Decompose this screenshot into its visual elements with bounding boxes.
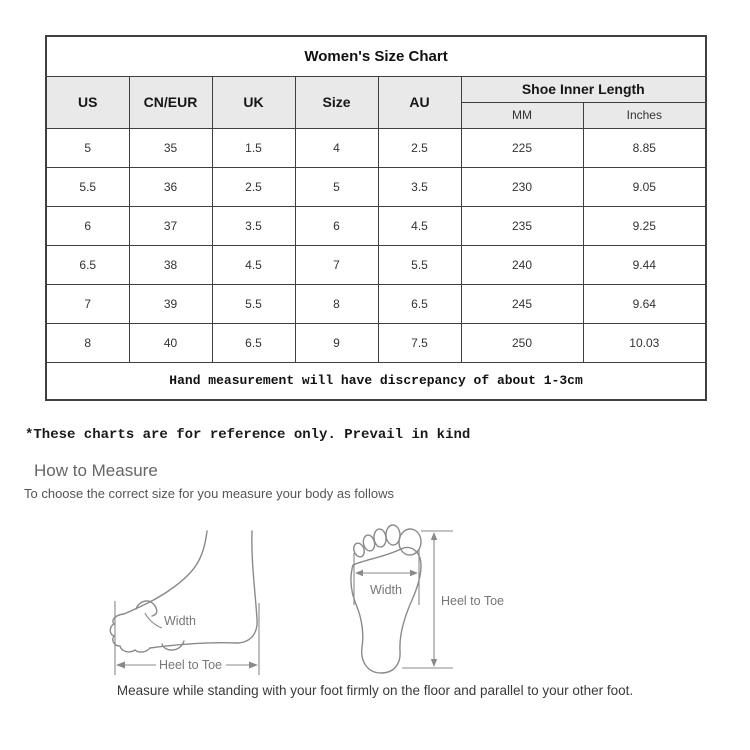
col-header-uk: UK <box>212 76 295 128</box>
cell: 5.5 <box>378 245 461 284</box>
cell: 235 <box>461 206 583 245</box>
cell: 9.64 <box>583 284 706 323</box>
col-header-au: AU <box>378 76 461 128</box>
cell: 39 <box>129 284 212 323</box>
cell: 3.5 <box>378 167 461 206</box>
reference-note: *These charts are for reference only. Prevail in kind <box>25 427 471 443</box>
cell: 5.5 <box>212 284 295 323</box>
measure-caption: Measure while standing with your foot firmly on the floor and parallel to your other foot. <box>116 683 634 698</box>
table-row <box>46 167 706 206</box>
cell: 10.03 <box>583 323 706 362</box>
cell: 5 <box>295 167 378 206</box>
cell: 35 <box>129 128 212 167</box>
cell: 1.5 <box>212 128 295 167</box>
table-row <box>46 245 706 284</box>
width-measurement <box>354 549 419 605</box>
table-row <box>46 284 706 323</box>
cell: 2.5 <box>378 128 461 167</box>
cell: 9.25 <box>583 206 706 245</box>
width-label: Width <box>370 583 402 597</box>
cell: 5 <box>46 128 129 167</box>
how-to-measure-subheading: To choose the correct size for you measure your body as follows <box>24 486 394 501</box>
table-title: Women's Size Chart <box>46 36 706 76</box>
col-header-mm: MM <box>461 102 583 128</box>
heel-to-toe-measurement <box>115 601 259 675</box>
cell: 8 <box>46 323 129 362</box>
cell: 7.5 <box>378 323 461 362</box>
sole-foot-outline <box>351 525 422 673</box>
cell: 8 <box>295 284 378 323</box>
cell: 4.5 <box>212 245 295 284</box>
heel-to-toe-label: Heel to Toe <box>159 658 223 672</box>
cell: 230 <box>461 167 583 206</box>
cell: 38 <box>129 245 212 284</box>
table-footnote-row <box>46 362 706 400</box>
cell: 225 <box>461 128 583 167</box>
width-label: Width <box>164 614 196 628</box>
col-header-size: Size <box>295 76 378 128</box>
table-row <box>46 128 706 167</box>
side-foot-outline <box>110 531 257 652</box>
table-row <box>46 206 706 245</box>
table-row <box>46 323 706 362</box>
cell: 6 <box>295 206 378 245</box>
how-to-measure-heading: How to Measure <box>34 461 158 480</box>
cell: 2.5 <box>212 167 295 206</box>
col-header-cneur: CN/EUR <box>129 76 212 128</box>
cell: 8.85 <box>583 128 706 167</box>
cell: 9.44 <box>583 245 706 284</box>
cell: 40 <box>129 323 212 362</box>
cell: 3.5 <box>212 206 295 245</box>
heel-to-toe-label: Heel to Toe <box>441 594 505 608</box>
cell: 7 <box>295 245 378 284</box>
cell: 245 <box>461 284 583 323</box>
table-footnote: Hand measurement will have discrepancy of about 1-3cm <box>46 362 706 400</box>
table-title-row <box>46 36 706 76</box>
cell: 37 <box>129 206 212 245</box>
cell: 6.5 <box>212 323 295 362</box>
cell: 6 <box>46 206 129 245</box>
cell: 250 <box>461 323 583 362</box>
table-header-row <box>46 76 706 102</box>
cell: 7 <box>46 284 129 323</box>
cell: 5.5 <box>46 167 129 206</box>
cell: 9 <box>295 323 378 362</box>
col-header-inner-length: Shoe Inner Length <box>461 76 706 102</box>
cell: 240 <box>461 245 583 284</box>
sole-foot-diagram <box>345 505 515 685</box>
cell: 6.5 <box>378 284 461 323</box>
cell: 4 <box>295 128 378 167</box>
cell: 6.5 <box>46 245 129 284</box>
col-header-inches: Inches <box>583 102 706 128</box>
cell: 36 <box>129 167 212 206</box>
cell: 4.5 <box>378 206 461 245</box>
size-chart-table <box>45 35 707 401</box>
cell: 9.05 <box>583 167 706 206</box>
side-foot-diagram <box>100 525 290 685</box>
col-header-us: US <box>46 76 129 128</box>
